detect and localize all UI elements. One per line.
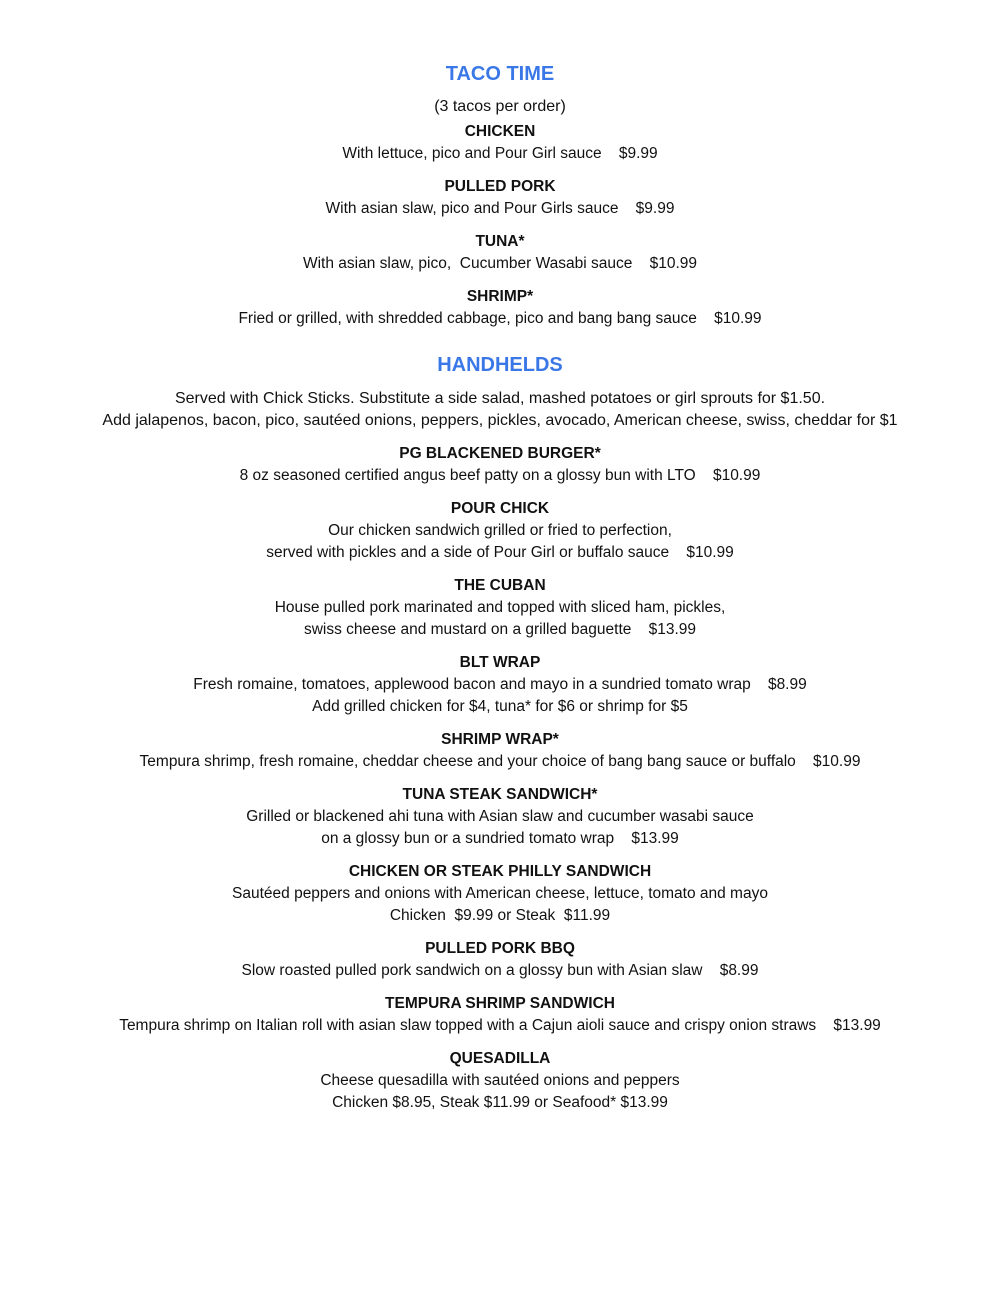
item-name: PG BLACKENED BURGER*: [399, 445, 601, 462]
item-name: THE CUBAN: [454, 577, 546, 594]
item-description: Cheese quesadilla with sautéed onions and peppers: [320, 1072, 680, 1089]
menu-item: [0, 286, 1000, 330]
item-name: TUNA STEAK SANDWICH*: [402, 786, 598, 803]
section-title-taco-time: TACO TIME: [445, 63, 555, 85]
item-description: With lettuce, pico and Pour Girl sauce $9.99: [342, 145, 658, 162]
menu-item: [0, 993, 1000, 1037]
item-name: CHICKEN OR STEAK PHILLY SANDWICH: [348, 863, 652, 880]
item-name: BLT WRAP: [459, 654, 541, 671]
item-description: Tempura shrimp on Italian roll with asian slaw topped with a Cajun aioli sauce and crispy onion straws $13.99: [119, 1017, 881, 1034]
item-description: Chicken $9.99 or Steak $11.99: [389, 907, 611, 924]
item-name: QUESADILLA: [449, 1050, 551, 1067]
item-description: Add grilled chicken for $4, tuna* for $6 or shrimp for $5: [312, 698, 688, 715]
item-description: Our chicken sandwich grilled or fried to perfection,: [328, 522, 672, 539]
menu-item: [0, 938, 1000, 982]
item-name: SHRIMP WRAP*: [441, 731, 559, 748]
menu-item: [0, 575, 1000, 641]
item-description: served with pickles and a side of Pour Girl or buffalo sauce $10.99: [266, 544, 734, 561]
item-description: Fresh romaine, tomatoes, applewood bacon and mayo in a sundried tomato wrap $8.99: [193, 676, 807, 693]
menu-item: [0, 176, 1000, 220]
handhelds-note: Add jalapenos, bacon, pico, sautéed onions, peppers, pickles, avocado, American cheese, swiss, cheddar for $1: [102, 412, 898, 429]
item-name: POUR CHICK: [450, 500, 550, 517]
menu-item: [0, 729, 1000, 773]
item-description: swiss cheese and mustard on a grilled baguette $13.99: [303, 621, 697, 638]
menu-item: [0, 1048, 1000, 1114]
menu-item: [0, 121, 1000, 165]
taco-subtitle: (3 tacos per order): [434, 98, 566, 115]
item-name: CHICKEN: [464, 123, 536, 140]
item-name: TEMPURA SHRIMP SANDWICH: [385, 995, 615, 1012]
handhelds-section: [0, 388, 1000, 1125]
item-description: 8 oz seasoned certified angus beef patty on a glossy bun with LTO $10.99: [239, 467, 761, 484]
menu-item: [0, 498, 1000, 564]
item-description: House pulled pork marinated and topped with sliced ham, pickles,: [274, 599, 726, 616]
item-description: With asian slaw, pico and Pour Girls sauce $9.99: [325, 200, 675, 217]
item-name: TUNA*: [475, 233, 525, 250]
item-description: Grilled or blackened ahi tuna with Asian slaw and cucumber wasabi sauce: [246, 808, 754, 825]
item-description: on a glossy bun or a sundried tomato wrap $13.99: [321, 830, 679, 847]
item-description: Sautéed peppers and onions with American cheese, lettuce, tomato and mayo: [232, 885, 768, 902]
item-description: Tempura shrimp, fresh romaine, cheddar cheese and your choice of bang bang sauce or buffalo $10.99: [139, 753, 861, 770]
menu-item: [0, 784, 1000, 850]
menu-item: [0, 443, 1000, 487]
item-name: PULLED PORK BBQ: [425, 940, 575, 957]
item-name: PULLED PORK: [444, 178, 556, 195]
menu-item: [0, 861, 1000, 927]
item-name: SHRIMP*: [466, 288, 534, 305]
menu-item: [0, 652, 1000, 718]
taco-time-section: [0, 96, 1000, 341]
item-description: Chicken $8.95, Steak $11.99 or Seafood* $13.99: [332, 1094, 668, 1111]
item-description: Slow roasted pulled pork sandwich on a glossy bun with Asian slaw $8.99: [241, 962, 759, 979]
menu-item: [0, 231, 1000, 275]
handhelds-note: Served with Chick Sticks. Substitute a side salad, mashed potatoes or girl sprouts for $1.50.: [174, 390, 826, 407]
section-title-handhelds: HANDHELDS: [437, 354, 563, 376]
item-description: With asian slaw, pico, Cucumber Wasabi sauce $10.99: [302, 255, 697, 272]
item-description: Fried or grilled, with shredded cabbage, pico and bang bang sauce $10.99: [238, 310, 762, 327]
